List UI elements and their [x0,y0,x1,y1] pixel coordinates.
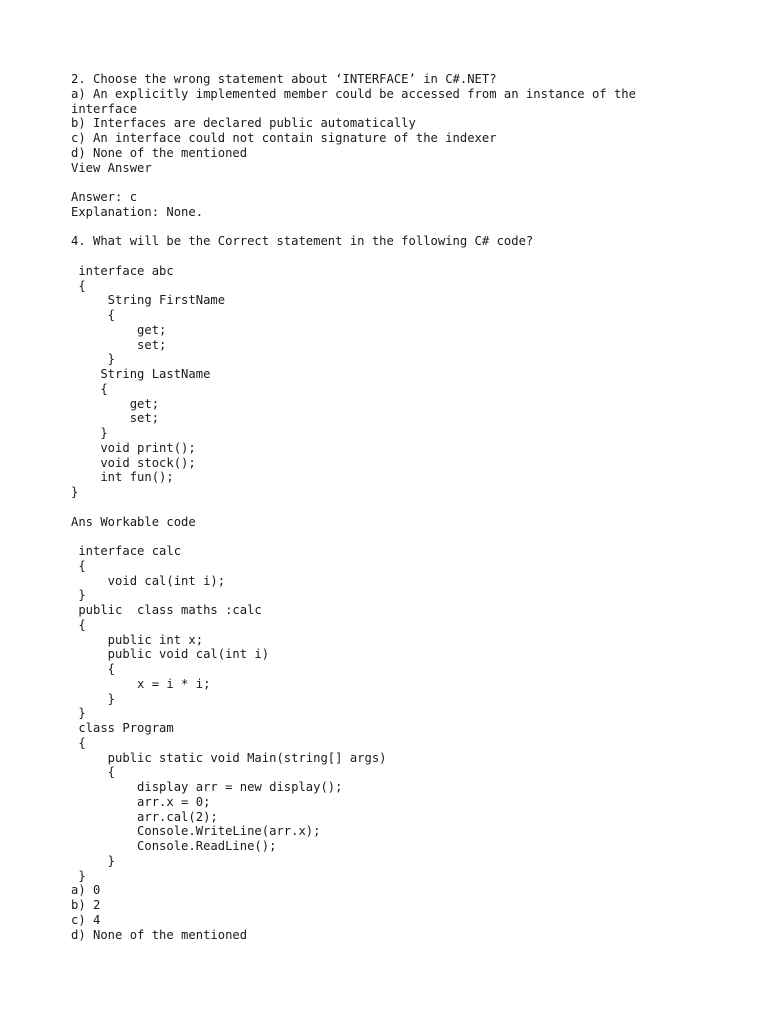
text-line: void stock(); [71,455,196,470]
text-line: public void cal(int i) [71,647,270,662]
text-line: } [71,588,86,603]
text-line: } [71,426,108,440]
text-line: { [71,278,86,293]
text-line: } [71,352,116,367]
text-line: { [71,662,116,676]
text-line: class Program [71,721,174,735]
text-line: a) 0 [71,883,101,898]
text-line: } [71,485,79,499]
text-line: c) 4 [71,912,101,927]
text-line: String FirstName [71,293,226,308]
text-line: } [71,706,86,721]
text-line: arr.cal(2); [71,809,218,824]
text-line [71,249,751,264]
text-line: c) An interface could not contain signature of the indexer [71,131,497,145]
text-line: set; [71,411,160,426]
text-line: } [71,853,116,868]
text-line: x = i * i; [71,676,211,691]
text-line: interface abc [71,263,174,278]
text-line [71,529,751,544]
text-line: public static void Main(string[] args) [71,750,387,765]
text-line: { [71,735,86,750]
document-body [71,72,751,942]
text-line: Console.ReadLine(); [71,839,277,853]
text-line: void print(); [71,440,196,455]
text-line: d) None of the mentioned [71,145,248,160]
text-line: b) Interfaces are declared public automatically [71,116,416,131]
text-line: void cal(int i); [71,573,226,588]
text-line: get; [71,322,167,337]
text-line [71,500,751,515]
text-line: a) An explicitly implemented member could be accessed from an instance of the [71,86,636,101]
text-line: } [71,691,116,706]
text-line: public int x; [71,632,204,647]
text-line: Answer: c [71,190,138,204]
text-line: interface [71,101,138,116]
text-line: int fun(); [71,470,174,485]
text-line: } [71,868,86,883]
text-line: interface calc [71,544,182,558]
text-line: { [71,617,86,632]
text-line: 2. Choose the wrong statement about ‘INTERFACE’ in C#.NET? [71,72,497,86]
text-line: String LastName [71,367,211,381]
text-line: { [71,558,86,573]
text-line: Explanation: None. [71,204,204,219]
text-line: public class maths :calc [71,603,262,617]
text-line: display arr = new display(); [71,780,343,794]
text-line: Ans Workable code [71,514,196,529]
text-line: d) None of the mentioned [71,927,248,942]
text-line: Console.WriteLine(arr.x); [71,824,321,839]
text-line: 4. What will be the Correct statement in the following C# code? [71,234,534,249]
text-line [71,220,751,235]
text-line: { [71,381,108,396]
text-line: arr.x = 0; [71,794,211,809]
text-line: { [71,308,116,322]
text-line: get; [71,396,160,411]
text-line: b) 2 [71,898,101,912]
text-line: set; [71,337,167,352]
text-line [71,175,751,190]
text-line: View Answer [71,160,152,175]
text-line: { [71,765,116,780]
